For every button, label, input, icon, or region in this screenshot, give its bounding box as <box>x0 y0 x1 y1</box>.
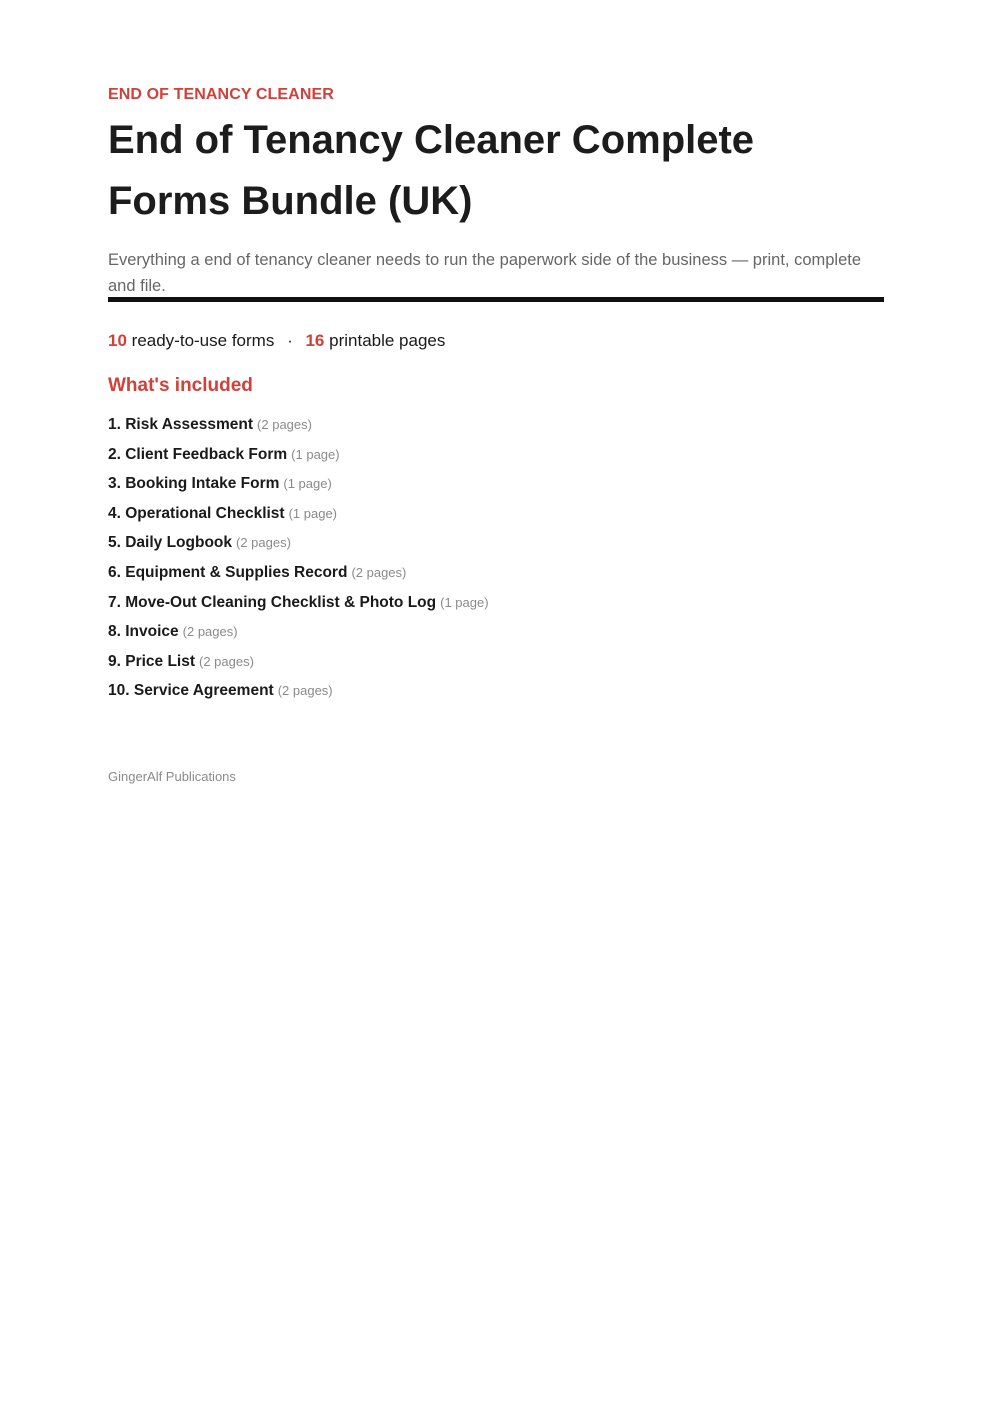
form-page-count: (2 pages) <box>236 535 291 551</box>
list-item <box>108 471 489 501</box>
included-forms-list <box>108 412 489 708</box>
list-item <box>108 678 489 708</box>
pages-count: 16 <box>305 331 325 350</box>
form-page-count: (1 page) <box>440 594 489 610</box>
form-name: 8. Invoice <box>108 623 179 641</box>
forms-label: ready-to-use forms <box>131 331 275 350</box>
form-name: 6. Equipment & Supplies Record <box>108 563 348 581</box>
bundle-stats <box>108 331 445 351</box>
form-page-count: (2 pages) <box>182 624 238 640</box>
form-page-count: (2 pages) <box>277 683 333 699</box>
pages-label: printable pages <box>329 331 446 350</box>
stats-separator: · <box>287 331 293 350</box>
form-name: 7. Move-Out Cleaning Checklist & Photo Log <box>108 593 437 611</box>
form-name: 4. Operational Checklist <box>108 504 285 522</box>
form-name: 1. Risk Assessment <box>108 416 254 433</box>
list-item <box>108 619 489 649</box>
forms-count: 10 <box>108 331 127 350</box>
document-subtitle: Everything a end of tenancy cleaner needs to run the paperwork side of the business — print, complete and file. <box>108 251 862 295</box>
category-eyebrow: END OF TENANCY CLEANER <box>108 86 334 103</box>
form-page-count: (1 page) <box>288 505 338 521</box>
list-item <box>108 649 489 679</box>
whats-included-heading: What's included <box>108 375 253 396</box>
form-name: 3. Booking Intake Form <box>108 475 280 493</box>
form-page-count: (1 page) <box>291 446 340 462</box>
form-name: 9. Price List <box>108 652 196 670</box>
list-item <box>108 501 489 531</box>
form-name: 5. Daily Logbook <box>108 534 233 552</box>
document-title: End of Tenancy Cleaner Complete Forms Bundle (UK) <box>108 118 755 223</box>
list-item <box>108 530 489 560</box>
form-page-count: (2 pages) <box>351 564 407 580</box>
title-divider <box>108 297 884 302</box>
list-item <box>108 560 489 590</box>
form-name: 10. Service Agreement <box>108 682 274 700</box>
form-page-count: (2 pages) <box>199 653 254 669</box>
list-item <box>108 412 489 442</box>
form-name: 2. Client Feedback Form <box>108 445 288 463</box>
list-item <box>108 442 489 472</box>
form-page-count: (1 page) <box>283 476 332 492</box>
publisher-footer: GingerAlf Publications <box>108 769 236 784</box>
list-item <box>108 590 489 620</box>
form-page-count: (2 pages) <box>257 417 312 432</box>
